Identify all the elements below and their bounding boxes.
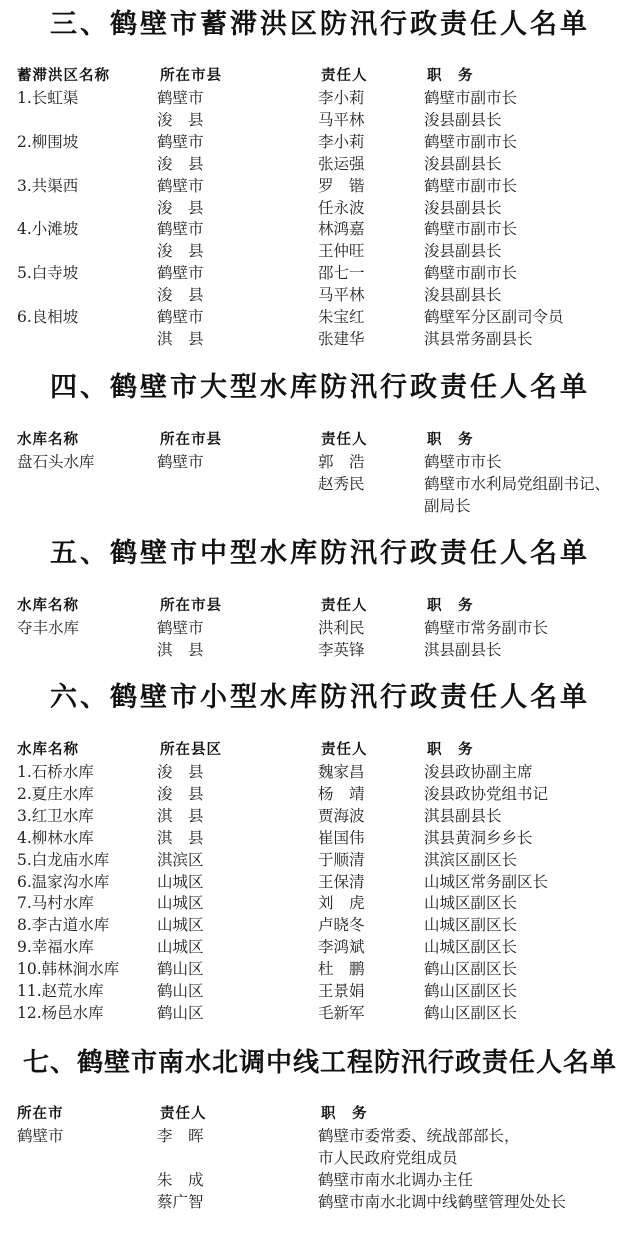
person-cell: 李小莉 <box>318 132 365 151</box>
person-cell: 李小莉 <box>318 89 365 107</box>
position-cell: 鹤壁市南水北调中线鹤壁管理处处长 <box>318 1192 567 1211</box>
column-header: 职 务 <box>321 1106 368 1122</box>
column-header: 所在市县 <box>160 68 222 84</box>
position-cell: 浚县副县长 <box>424 242 502 261</box>
position-cell: 鹤壁市副市长 <box>424 132 518 151</box>
location-cell: 淇 县 <box>157 828 204 847</box>
column-header: 蓄滞洪区名称 <box>17 68 110 84</box>
person-cell: 刘 虎 <box>318 894 365 913</box>
location-cell: 鹤壁市 <box>157 132 204 151</box>
location-cell: 鹤山区 <box>157 960 204 979</box>
position-cell: 浚县政协副主席 <box>424 763 533 781</box>
position-cell: 鹤壁市副市长 <box>424 264 518 283</box>
name-cell: 3.共渠西 <box>17 176 79 195</box>
name-cell: 2.柳围坡 <box>17 132 79 151</box>
person-cell: 林鸿嘉 <box>318 220 365 239</box>
location-cell: 鹤壁市 <box>17 1127 64 1145</box>
position-cell: 鹤壁市市长 <box>424 453 502 471</box>
position-cell: 淇县黄洞乡乡长 <box>424 828 533 847</box>
location-cell: 淇 县 <box>157 806 204 825</box>
name-cell: 10.韩林涧水库 <box>17 960 120 979</box>
person-cell: 朱 成 <box>157 1170 204 1189</box>
name-cell: 11.赵荒水库 <box>17 982 104 1000</box>
person-cell: 马平林 <box>318 110 365 129</box>
position-cell: 浚县副县长 <box>424 154 502 173</box>
person-cell: 洪利民 <box>318 619 365 637</box>
person-cell: 魏家昌 <box>318 763 365 781</box>
column-header: 职 务 <box>427 68 474 84</box>
position-cell: 淇滨区副区长 <box>424 850 518 869</box>
person-cell: 李英锋 <box>318 640 365 659</box>
name-cell: 3.红卫水库 <box>17 806 94 825</box>
position-cell: 浚县副县长 <box>424 286 502 305</box>
person-cell: 张运强 <box>318 154 365 173</box>
person-cell: 卢晓冬 <box>318 916 365 935</box>
position-cell: 山城区副区长 <box>424 916 518 935</box>
position-cell: 浚县政协党组书记 <box>424 784 549 803</box>
position-cell: 鹤壁市水利局党组副书记、 <box>424 474 611 493</box>
person-cell: 蔡广智 <box>157 1192 204 1211</box>
location-cell: 鹤山区 <box>157 982 204 1000</box>
location-cell: 浚 县 <box>157 110 204 129</box>
position-cell: 鹤壁市南水北调办主任 <box>318 1170 474 1189</box>
name-cell: 9.幸福水库 <box>17 938 94 957</box>
column-header: 所在市县 <box>160 432 222 448</box>
person-cell: 杜 鹏 <box>318 960 365 979</box>
name-cell: 5.白寺坡 <box>17 264 79 283</box>
position-cell: 副局长 <box>424 496 471 515</box>
location-cell: 浚 县 <box>157 763 204 781</box>
name-cell: 7.马村水库 <box>17 894 94 913</box>
name-cell: 夺丰水库 <box>17 619 80 637</box>
column-header: 责任人 <box>321 742 368 758</box>
location-cell: 山城区 <box>157 872 204 891</box>
column-header: 水库名称 <box>17 742 79 758</box>
person-cell: 贾海波 <box>318 806 365 825</box>
person-cell: 邵七一 <box>318 264 365 283</box>
person-cell: 毛新军 <box>318 1003 365 1022</box>
person-cell: 王保清 <box>318 872 365 891</box>
location-cell: 鹤壁市 <box>157 308 204 326</box>
section-title: 六、鹤壁市小型水库防汛行政责任人名单 <box>50 682 590 713</box>
location-cell: 鹤壁市 <box>157 453 204 471</box>
name-cell: 5.白龙庙水库 <box>17 850 110 869</box>
column-header: 所在市 <box>17 1106 64 1122</box>
column-header: 责任人 <box>321 432 368 448</box>
column-header: 所在市县 <box>160 598 222 614</box>
column-header: 责任人 <box>321 598 368 614</box>
column-header: 责任人 <box>160 1106 207 1122</box>
location-cell: 淇滨区 <box>157 850 204 869</box>
position-cell: 鹤山区副区长 <box>424 960 518 979</box>
person-cell: 崔国伟 <box>318 828 365 847</box>
section-title: 五、鹤壁市中型水库防汛行政责任人名单 <box>50 538 590 569</box>
location-cell: 淇 县 <box>157 329 204 348</box>
column-header: 职 务 <box>427 598 474 614</box>
location-cell: 浚 县 <box>157 154 204 173</box>
person-cell: 王仲旺 <box>318 242 365 261</box>
position-cell: 淇县副县长 <box>424 640 502 659</box>
location-cell: 鹤壁市 <box>157 619 204 637</box>
section-title: 四、鹤壁市大型水库防汛行政责任人名单 <box>50 372 590 403</box>
name-cell: 2.夏庄水库 <box>17 784 94 803</box>
person-cell: 马平林 <box>318 286 365 305</box>
position-cell: 鹤壁市委常委、统战部部长， <box>318 1127 520 1145</box>
position-cell: 鹤壁市副市长 <box>424 176 518 195</box>
name-cell: 6.良相坡 <box>17 308 79 326</box>
name-cell: 6.温家沟水库 <box>17 872 110 891</box>
name-cell: 8.李古道水库 <box>17 916 110 935</box>
section-title: 三、鹤壁市蓄滞洪区防汛行政责任人名单 <box>50 9 590 40</box>
column-header: 职 务 <box>427 742 474 758</box>
location-cell: 鹤壁市 <box>157 176 204 195</box>
name-cell: 1.石桥水库 <box>17 763 94 781</box>
position-cell: 山城区副区长 <box>424 938 518 957</box>
person-cell: 张建华 <box>318 329 365 348</box>
person-cell: 朱宝红 <box>318 308 365 326</box>
position-cell: 鹤壁市副市长 <box>424 220 518 239</box>
position-cell: 鹤壁市常务副市长 <box>424 619 549 637</box>
person-cell: 于顺清 <box>318 850 365 869</box>
column-header: 所在县区 <box>160 742 222 758</box>
position-cell: 山城区副区长 <box>424 894 518 913</box>
position-cell: 鹤壁军分区副司令员 <box>424 308 564 326</box>
location-cell: 鹤壁市 <box>157 89 204 107</box>
location-cell: 鹤壁市 <box>157 220 204 239</box>
location-cell: 山城区 <box>157 894 204 913</box>
person-cell: 罗 锴 <box>318 176 365 195</box>
column-header: 水库名称 <box>17 598 79 614</box>
person-cell: 郭 浩 <box>318 453 365 471</box>
location-cell: 鹤山区 <box>157 1003 204 1022</box>
name-cell: 4.柳林水库 <box>17 828 94 847</box>
name-cell: 1.长虹渠 <box>17 89 79 107</box>
position-cell: 山城区常务副区长 <box>424 872 549 891</box>
position-cell: 浚县副县长 <box>424 110 502 129</box>
name-cell: 盘石头水库 <box>17 453 95 471</box>
column-header: 职 务 <box>427 432 474 448</box>
location-cell: 浚 县 <box>157 198 204 217</box>
column-header: 责任人 <box>321 68 368 84</box>
person-cell: 李 晖 <box>157 1127 204 1145</box>
name-cell: 4.小滩坡 <box>17 220 79 239</box>
position-cell: 淇县副县长 <box>424 806 502 825</box>
position-cell: 鹤山区副区长 <box>424 1003 518 1022</box>
person-cell: 赵秀民 <box>318 474 365 493</box>
location-cell: 浚 县 <box>157 784 204 803</box>
position-cell: 鹤壁市副市长 <box>424 89 518 107</box>
location-cell: 山城区 <box>157 916 204 935</box>
location-cell: 淇 县 <box>157 640 204 659</box>
location-cell: 鹤壁市 <box>157 264 204 283</box>
person-cell: 王景娟 <box>318 982 365 1000</box>
position-cell: 淇县常务副县长 <box>424 329 533 348</box>
position-cell: 鹤山区副区长 <box>424 982 518 1000</box>
location-cell: 山城区 <box>157 938 204 957</box>
name-cell: 12.杨邑水库 <box>17 1003 104 1022</box>
person-cell: 杨 靖 <box>318 784 365 803</box>
column-header: 水库名称 <box>17 432 79 448</box>
location-cell: 浚 县 <box>157 242 204 261</box>
position-cell: 浚县副县长 <box>424 198 502 217</box>
person-cell: 李鸿斌 <box>318 938 365 957</box>
location-cell: 浚 县 <box>157 286 204 305</box>
person-cell: 任永波 <box>318 198 365 217</box>
position-cell: 市人民政府党组成员 <box>318 1148 458 1167</box>
section-title: 七、鹤壁市南水北调中线工程防汛行政责任人名单 <box>22 1048 617 1078</box>
